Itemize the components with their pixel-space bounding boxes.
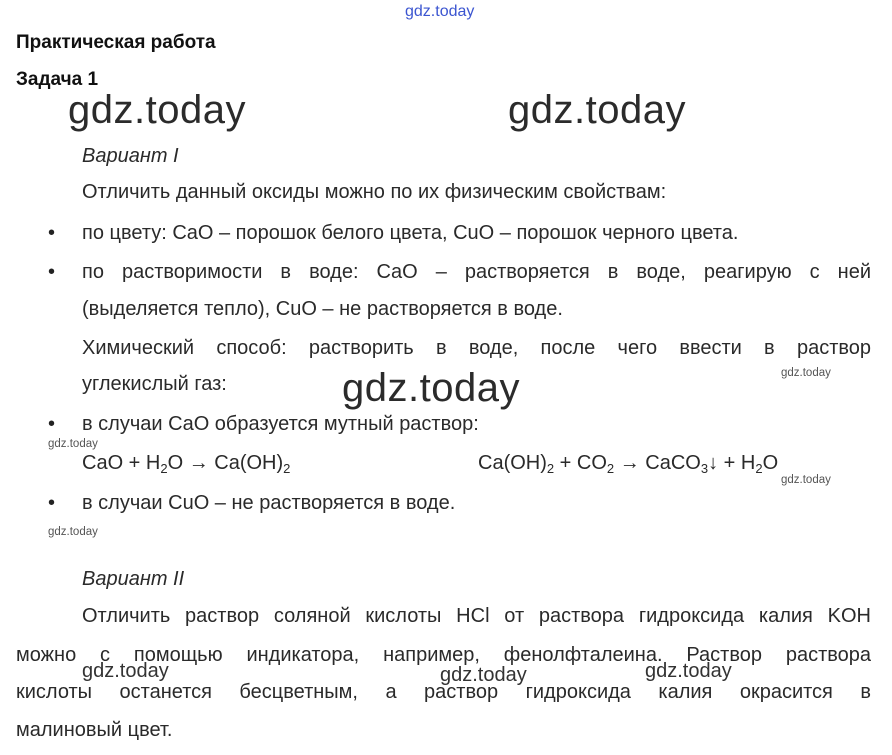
bullet-color-text: по цвету: CaO – порошок белого цвета, CuO – порошок черного цвета. [82,222,739,244]
equation-carbonate: $Ca(OH)_2 + CO_2$ → CaCO$_3$↓ + $H_2O$ [478,452,779,476]
chem-method-line2: углекислый газ: [82,373,227,395]
equation-cao-water: CaO + $H_2O \to Ca(OH)_2$ [82,452,291,476]
page-title: Практическая работа [16,32,216,53]
watermark-small-3: gdz.today [781,474,831,486]
variant2-line4: малиновый цвет. [16,719,173,741]
variant2-label: Вариант II [82,568,185,590]
watermark-mid-1: gdz.today [82,660,169,682]
bullet-dot-cuo: • [48,492,56,514]
bullet-dot-color: • [48,222,56,244]
watermark-mid-3: gdz.today [645,660,732,682]
task-heading: Задача 1 [16,69,99,90]
watermark-top: gdz.today [405,3,475,20]
bullet-solubility-line1: по растворимости в воде: CaO – растворяется в воде, реагирую с ней [82,261,871,283]
watermark-large-right: gdz.today [508,88,686,132]
watermark-large-left: gdz.today [68,88,246,132]
chem-method-line1: Химический способ: растворить в воде, после чего ввести в раствор [82,337,871,359]
variant2-line1: Отличить раствор соляной кислоты HCl от раствора гидроксида калия KOH [82,605,871,627]
bullet-dot-cao: • [48,413,56,435]
variant1-label: Вариант I [82,145,179,167]
variant2-line3: кислоты останется бесцветным, а раствор гидроксида калия окрасится в [16,681,871,703]
bullet-dot-solubility: • [48,261,56,283]
watermark-large-center: gdz.today [342,366,520,410]
bullet-cao-text: в случаи CaO образуется мутный раствор: [82,413,479,435]
bullet-cuo-text: в случаи CuO – не растворяется в воде. [82,492,456,514]
bullet-solubility-line2: (выделяется тепло), CuO – не растворяется в воде. [82,298,563,320]
watermark-small-1: gdz.today [781,367,831,379]
variant1-intro: Отличить данный оксиды можно по их физическим свойствам: [82,181,667,203]
variant2-line2: можно с помощью индикатора, например, фенолфталеина. Раствор раствора [16,644,871,666]
watermark-mid-2: gdz.today [440,664,527,686]
watermark-small-2: gdz.today [48,438,98,450]
watermark-small-4: gdz.today [48,526,98,538]
